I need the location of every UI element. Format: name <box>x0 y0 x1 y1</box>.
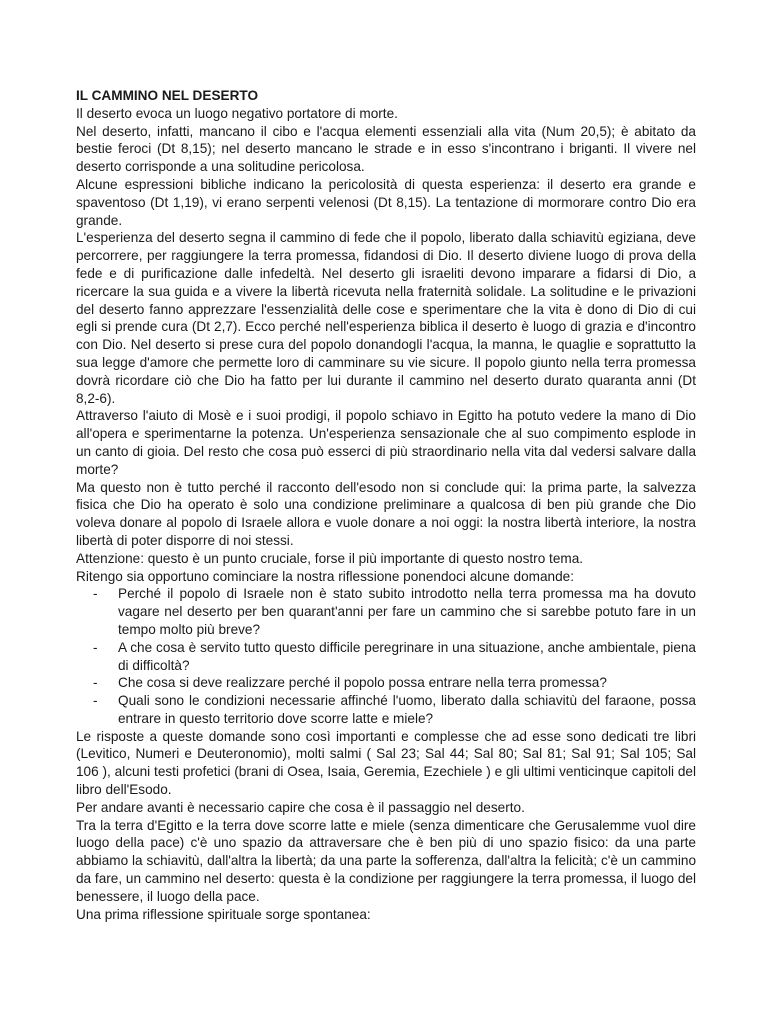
document-page <box>76 87 696 923</box>
list-item-text: A che cosa è servito tutto questo difficile peregrinare in una situazione, anche ambientale, piena di difficoltà? <box>118 639 696 673</box>
bullet-dash: - <box>93 586 98 602</box>
questions-list <box>76 585 696 727</box>
paragraph: Attenzione: questo è un punto cruciale, forse il più importante di questo nostro tema. <box>76 550 584 566</box>
paragraph: Una prima riflessione spirituale sorge spontanea: <box>76 906 371 922</box>
list-item <box>93 639 696 675</box>
paragraph: Attraverso l'aiuto di Mosè e i suoi prodigi, il popolo schiavo in Egitto ha potuto vedere la mano di Dio all'opera e sperimentarne la potenza. Un'esperienza sensazionale che al suo compimento esplode in un canto di gioia. Del resto che cosa può esserci di più straordinario nella vita dal vedersi salvare dalla morte? <box>76 408 696 477</box>
paragraph: Ma questo non è tutto perché il racconto dell'esodo non si conclude qui: la prima parte, la salvezza fisica che Dio ha operato è solo una condizione preliminare a qualcosa di ben più grande che Dio voleva donare al popolo di Israele allora e vuole donare a noi oggi: la nostra libertà interiore, la nostra libertà di poter disporre di noi stessi. <box>76 479 696 548</box>
bullet-dash: - <box>93 693 98 709</box>
bullet-dash: - <box>93 675 98 691</box>
list-item <box>93 692 696 728</box>
bullet-dash: - <box>93 639 98 655</box>
list-item <box>93 585 696 638</box>
paragraph: Le risposte a queste domande sono così importanti e complesse che ad esse sono dedicati tre libri (Levitico, Numeri e Deuteronomio), molti salmi ( Sal 23; Sal 44; Sal 80; Sal 81; Sal 91; Sal 105; Sal 106 ), alcuni testi profetici (brani di Osea, Isaia, Geremia, Ezechiele ) e gli ultimi venticinque capitoli del libro dell'Esodo. <box>76 728 696 798</box>
document-title: IL CAMMINO NEL DESERTO <box>76 88 259 103</box>
paragraph: Alcune espressioni bibliche indicano la pericolosità di questa esperienza: il deserto era grande e spaventoso (Dt 1,19), vi erano serpenti velenosi (Dt 8,15). La tentazione di mormorare contro Dio era grande. <box>76 176 696 228</box>
paragraph: Ritengo sia opportuno cominciare la nostra riflessione ponendoci alcune domande: <box>76 568 574 584</box>
paragraph: Il deserto evoca un luogo negativo portatore di morte. <box>76 105 398 121</box>
list-item-text: Perché il popolo di Israele non è stato subito introdotto nella terra promessa ma ha dovuto vagare nel deserto per ben quarant'anni per fare un cammino che si sarebbe potuto fare in un tempo molto più breve? <box>118 586 696 637</box>
paragraph: Nel deserto, infatti, mancano il cibo e l'acqua elementi essenziali alla vita (Num 20,5); è abitato da bestie feroci (Dt 8,15); nel deserto mancano le strade e in esso s'incontrano i briganti. Il vivere nel deserto corrisponde a una solitudine pericolosa. <box>76 123 696 175</box>
paragraph: Tra la terra d'Egitto e la terra dove scorre latte e miele (senza dimenticare che Gerusalemme vuol dire luogo della pace) c'è uno spazio da attraversare che è ben più di uno spazio fisico: da una parte abbiamo la schiavitù, dall'altra la libertà; da una parte la sofferenza, dall'altra la felicità; c'è un cammino da fare, un cammino nel deserto: questa è la condizione per raggiungere la terra promessa, il luogo del benessere, il luogo della pace. <box>76 817 696 904</box>
list-item-text: Quali sono le condizioni necessarie affinché l'uomo, liberato dalla schiavitù del faraone, possa entrare in questo territorio dove scorre latte e miele? <box>118 693 696 726</box>
paragraph: Per andare avanti è necessario capire che cosa è il passaggio nel deserto. <box>76 799 525 815</box>
paragraph: L'esperienza del deserto segna il cammino di fede che il popolo, liberato dalla schiavitù egiziana, deve percorrere, per raggiungere la terra promessa, fidandosi di Dio. Il deserto diviene luogo di prova della fede e di purificazione dalle infedeltà. Nel deserto gli israeliti devono imparare a fidarsi di Dio, a ricercare la sua guida e a vivere la libertà ricevuta nella fraternità solidale. La solitudine e le privazioni del deserto fanno apprezzare l'essenzialità delle cose e sperimentare che la vita è dono di Dio di cui egli si prende cura (Dt 2,7). Ecco perché nell'esperienza biblica il deserto è luogo di grazia e d'incontro con Dio. Nel deserto si prese cura del popolo donandogli l'acqua, la manna, le quaglie e soprattutto la sua legge d'amore che permette loro di camminare su vie sicure. Il popolo giunto nella terra promessa dovrà ricordare ciò che Dio ha fatto per lui durante il cammino nel deserto durato quaranta anni (Dt 8,2-6). <box>76 230 696 406</box>
list-item-text: Che cosa si deve realizzare perché il popolo possa entrare nella terra promessa? <box>118 675 607 691</box>
list-item <box>93 674 696 692</box>
